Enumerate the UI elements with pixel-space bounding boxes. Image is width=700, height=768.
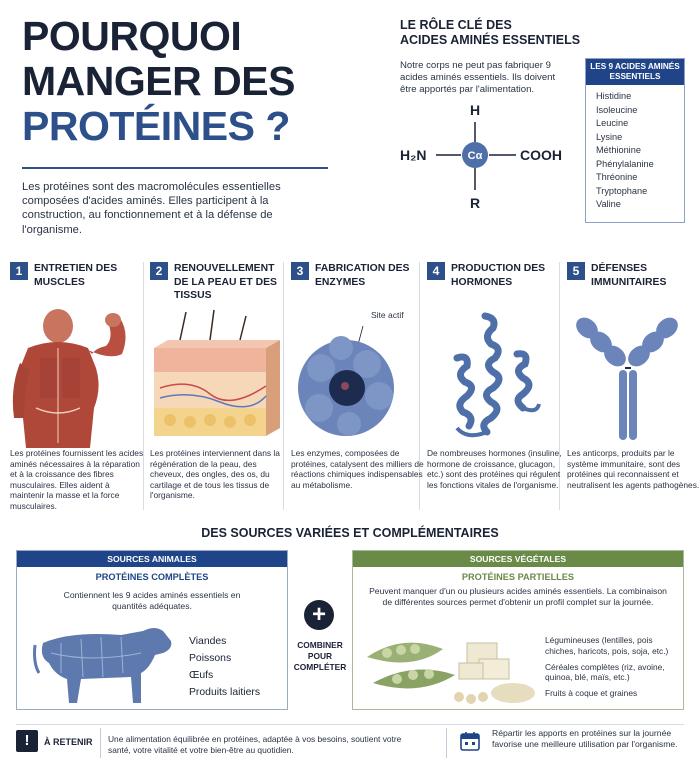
- role-number: 2: [150, 262, 168, 280]
- amino-heading-line-2: ACIDES AMINÉS ESSENTIELS: [400, 33, 581, 47]
- footer-label: À RETENIR: [44, 737, 93, 747]
- footer-divider: [446, 728, 447, 758]
- animal-items-list: [189, 633, 260, 701]
- role-immunity: [567, 260, 700, 510]
- title-line-1: POURQUOI: [22, 13, 242, 59]
- role-number: 1: [10, 262, 28, 280]
- skin-layers-illustration: [150, 308, 287, 448]
- footer-text: Une alimentation équilibrée en protéines, adaptée à vos besoins, soutient votre santé, votre vitalité et votre bien-être au quotidien.: [108, 734, 402, 755]
- amino-list-item: Méthionine: [596, 145, 641, 155]
- amino-list-item: Phénylalanine: [596, 158, 654, 169]
- role-title: DÉFENSES IMMUNITAIRES: [591, 263, 667, 288]
- plant-foods-illustration: [363, 627, 543, 707]
- amino-text: Notre corps ne peut pas fabriquer 9 acides aminés essentiels. Ils doivent être apportés par l'alimentation.: [400, 60, 556, 95]
- molecule-right: COOH: [520, 147, 562, 163]
- animal-item: Produits laitiers: [189, 687, 261, 698]
- plant-sources-box: [352, 550, 684, 710]
- amino-list: [586, 85, 684, 212]
- page-title: [22, 14, 295, 149]
- amino-list-item: Isoleucine: [596, 104, 638, 115]
- role-muscles: [10, 260, 147, 510]
- amino-list-box: [585, 58, 685, 223]
- animal-subtitle: PROTÉINES COMPLÈTES: [95, 572, 209, 582]
- plant-item: Fruits à coque et graines: [545, 688, 638, 699]
- amino-list-item: Histidine: [596, 91, 632, 101]
- active-site-label: Site actif: [371, 310, 404, 320]
- plant-sources-header: SOURCES VÉGÉTALES: [353, 551, 683, 567]
- role-skin: [150, 260, 287, 510]
- role-text: Les enzymes, composées de protéines, catalysent des milliers de réactions chimiques indispensables au métabolisme.: [291, 448, 424, 490]
- title-divider: [22, 167, 328, 169]
- role-title: FABRICATION DES ENZYMES: [315, 263, 410, 288]
- footer-divider: [100, 728, 101, 758]
- animal-item: Poissons: [189, 653, 232, 664]
- plus-icon: +: [304, 600, 334, 630]
- role-number: 3: [291, 262, 309, 280]
- title-line-3: PROTÉINES ?: [22, 103, 290, 149]
- amino-list-item: Leucine: [596, 118, 629, 128]
- calendar-icon: [460, 731, 480, 751]
- role-text: Les protéines interviennent dans la régénération de la peau, des cheveux, des ongles, des os, du cartilage et de tous les tissus de l'organisme.: [150, 448, 280, 500]
- sources-title: DES SOURCES VARIÉES ET COMPLÉMENTAIRES: [201, 526, 499, 540]
- plant-item: Céréales complètes (riz, avoine, quinoa, blé, maïs, etc.): [545, 661, 665, 683]
- role-text: De nombreuses hormones (insuline, hormone de croissance, glucagon, etc.) sont des protéines qui régulent les fonctions vitales de l'organisme.: [427, 448, 562, 490]
- role-number: 4: [427, 262, 445, 280]
- amino-list-item: Valine: [596, 199, 621, 209]
- role-title: PRODUCTION DES HORMONES: [451, 263, 546, 288]
- antibody-illustration: [567, 308, 700, 448]
- amino-heading-line-1: LE RÔLE CLÉ DES: [400, 18, 512, 32]
- molecule-left: H₂N: [400, 147, 427, 163]
- plant-items-list: [545, 635, 683, 704]
- amino-list-title: LES 9 ACIDES AMINÉS ESSENTIELS: [586, 59, 684, 85]
- animal-sources-box: [16, 550, 288, 710]
- amino-list-item: Thréonine: [596, 172, 638, 182]
- plant-item: Légumineuses (lentilles, pois chiches, haricots, pois, soja, etc.): [545, 635, 669, 656]
- footer-tip: Répartir les apports en protéines sur la journée favorise une meilleure utilisation par l'organisme.: [492, 728, 678, 749]
- plant-desc: Peuvent manquer d'un ou plusieurs acides aminés essentiels. La combinaison de différentes sources permet d'obtenir un profil complet sur la journée.: [369, 586, 667, 607]
- role-number: 5: [567, 262, 585, 280]
- animal-item: Œufs: [189, 670, 214, 681]
- role-text: Les anticorps, produits par le système immunitaire, sont des protéines qui reconnaissent et neutralisent les agents pathogènes.: [567, 448, 700, 490]
- animal-item: Viandes: [189, 636, 227, 647]
- hormone-protein-illustration: [427, 308, 564, 448]
- plant-subtitle: PROTÉINES PARTIELLES: [461, 572, 575, 582]
- amino-list-item: Tryptophane: [596, 185, 648, 196]
- amino-heading: [400, 18, 580, 48]
- intro-text: Les protéines sont des macromolécules essentielles composées d'acides aminés. Elles participent à la construction, au fonctionnement et à la défense de l'organisme.: [22, 181, 281, 236]
- role-hormones: [427, 260, 564, 510]
- molecule-center: Cα: [467, 150, 483, 162]
- amino-list-item: Lysine: [596, 131, 623, 142]
- animal-sources-header: SOURCES ANIMALES: [17, 551, 287, 567]
- title-line-2: MANGER DES: [22, 58, 295, 104]
- exclamation-icon: !: [16, 730, 38, 752]
- role-enzymes: [291, 260, 428, 510]
- role-text: Les protéines fournissent les acides aminés nécessaires à la réparation et à la croissance des fibres musculaires. Elles aident à maintenir la masse et la force musculaires.: [10, 448, 144, 511]
- enzyme-illustration: [291, 308, 428, 448]
- role-title: RENOUVELLEMENT DE LA PEAU ET DES TISSUS: [174, 263, 277, 301]
- molecule-bottom: R: [469, 195, 481, 211]
- amino-acid-molecule: [398, 102, 578, 217]
- combine-label: COMBINER POUR COMPLÉTER: [293, 640, 347, 672]
- molecule-top: H: [469, 102, 481, 118]
- muscle-body-illustration: [10, 308, 147, 448]
- cow-illustration: [31, 623, 181, 707]
- animal-desc: Contiennent les 9 acides aminés essentiels en quantités adéquates.: [63, 590, 241, 611]
- role-title: ENTRETIEN DES MUSCLES: [34, 263, 118, 288]
